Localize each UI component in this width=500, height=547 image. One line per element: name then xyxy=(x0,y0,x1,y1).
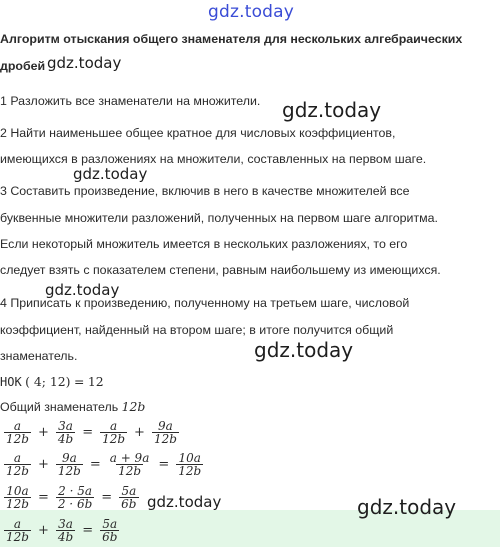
fraction-numerator: a xyxy=(13,418,22,433)
fraction-numerator: a xyxy=(13,516,22,531)
watermark-7: gdz.today xyxy=(357,495,457,519)
operator: = xyxy=(158,456,170,472)
fraction xyxy=(108,452,152,477)
equation-3 xyxy=(2,482,141,512)
step-3-line-3: Если некоторый множитель имеется в нескольких разложениях, то его xyxy=(0,237,408,251)
heading-line-2: дробей xyxy=(0,59,46,73)
watermark-5: gdz.today xyxy=(254,338,354,362)
common-denominator-line xyxy=(0,399,496,415)
fraction-denominator: 12b xyxy=(178,463,202,478)
operator: = xyxy=(37,489,49,505)
operator: + xyxy=(37,522,49,538)
fraction xyxy=(152,420,179,445)
fraction-numerator: a + 9a xyxy=(109,450,150,465)
fraction xyxy=(4,485,31,510)
top-bar xyxy=(0,0,500,24)
heading-line-1: Алгоритм отыскания общего знаменателя для нескольких алгебраических xyxy=(0,32,463,46)
equation-1 xyxy=(2,417,181,447)
operator: + xyxy=(37,424,49,440)
watermark-6: gdz.today xyxy=(147,493,222,511)
fraction xyxy=(100,420,127,445)
operator: = xyxy=(101,489,113,505)
fraction-denominator: 12b xyxy=(6,496,29,511)
step-2-line-2: имеющихся в разложениях на множители, составленных на первом шаге. xyxy=(0,152,427,166)
step-3-line-4: следует взять с показателем степени, равным наибольшему из имеющихся. xyxy=(0,263,441,277)
fraction-numerator: 10a xyxy=(178,450,201,465)
fraction-numerator: 5a xyxy=(121,483,137,498)
nok-label: НОК xyxy=(0,375,22,389)
watermark-2: gdz.today xyxy=(282,98,382,122)
site-brand: gdz.today xyxy=(208,2,295,22)
nok-value: 12 xyxy=(87,374,104,389)
equation-4 xyxy=(2,515,121,545)
operator: = xyxy=(82,424,94,440)
fraction-numerator: 2 · 5a xyxy=(58,483,92,498)
fraction xyxy=(100,518,119,543)
fraction-denominator: 6b xyxy=(102,529,118,544)
fraction xyxy=(56,452,83,477)
fraction xyxy=(4,452,31,477)
fraction xyxy=(56,420,75,445)
fraction-numerator: 10a xyxy=(6,483,29,498)
common-denominator-label: Общий знаменатель xyxy=(0,400,119,414)
fraction xyxy=(4,518,31,543)
nok-args: ( 4; 12) xyxy=(25,374,71,389)
step-4-line-1: 4 Приписать к произведению, полученному на третьем шаге, числовой xyxy=(0,296,410,310)
fraction-denominator: 6b xyxy=(121,496,137,511)
fraction-numerator: a xyxy=(109,418,118,433)
step-4-line-3: знаменатель. xyxy=(0,349,78,363)
nok-equals: = xyxy=(73,374,85,389)
fraction-numerator: a xyxy=(13,450,22,465)
step-3-line-1: 3 Составить произведение, включив в него в качестве множителей все xyxy=(0,184,410,198)
step-2-line-1: 2 Найти наименьшее общее кратное для числовых коэффициентов, xyxy=(0,126,396,140)
step-3-line-2: буквенные множители разложений, полученных на первом шаге алгоритма. xyxy=(0,211,438,225)
fraction xyxy=(176,452,203,477)
operator: + xyxy=(134,424,145,440)
operator: = xyxy=(82,522,94,538)
fraction xyxy=(56,518,75,543)
watermark-3: gdz.today xyxy=(73,165,148,183)
equation-2 xyxy=(2,449,205,479)
fraction-numerator: 3a xyxy=(58,516,73,531)
operator: + xyxy=(37,456,49,472)
fraction-numerator: 3a xyxy=(58,418,73,433)
step-4-line-2: коэффициент, найденный на втором шаге; в итоге получится общий xyxy=(0,323,394,337)
fraction-denominator: 12b xyxy=(6,529,29,544)
fraction-denominator: 4b xyxy=(57,431,74,446)
fraction-numerator: 9a xyxy=(61,450,77,465)
nok-line xyxy=(0,374,496,390)
fraction-denominator: 4b xyxy=(57,529,74,544)
fraction-denominator: 12b xyxy=(6,463,29,478)
fraction-denominator: 12b xyxy=(118,463,142,478)
fraction-denominator: 12b xyxy=(6,431,29,446)
fraction xyxy=(119,485,138,510)
fraction-denominator: 12b xyxy=(102,431,126,446)
watermark-4: gdz.today xyxy=(45,281,120,299)
fraction-denominator: 12b xyxy=(153,431,177,446)
fraction xyxy=(56,485,94,510)
fraction xyxy=(4,420,31,445)
watermark-1: gdz.today xyxy=(47,54,122,72)
fraction-numerator: 9a xyxy=(158,418,173,433)
step-1: 1 Разложить все знаменатели на множители. xyxy=(0,94,261,108)
fraction-denominator: 12b xyxy=(57,463,81,478)
fraction-denominator: 2 · 6b xyxy=(57,496,93,511)
operator: = xyxy=(89,456,101,472)
common-denominator-value: 12b xyxy=(121,399,146,414)
fraction-numerator: 5a xyxy=(102,516,118,531)
